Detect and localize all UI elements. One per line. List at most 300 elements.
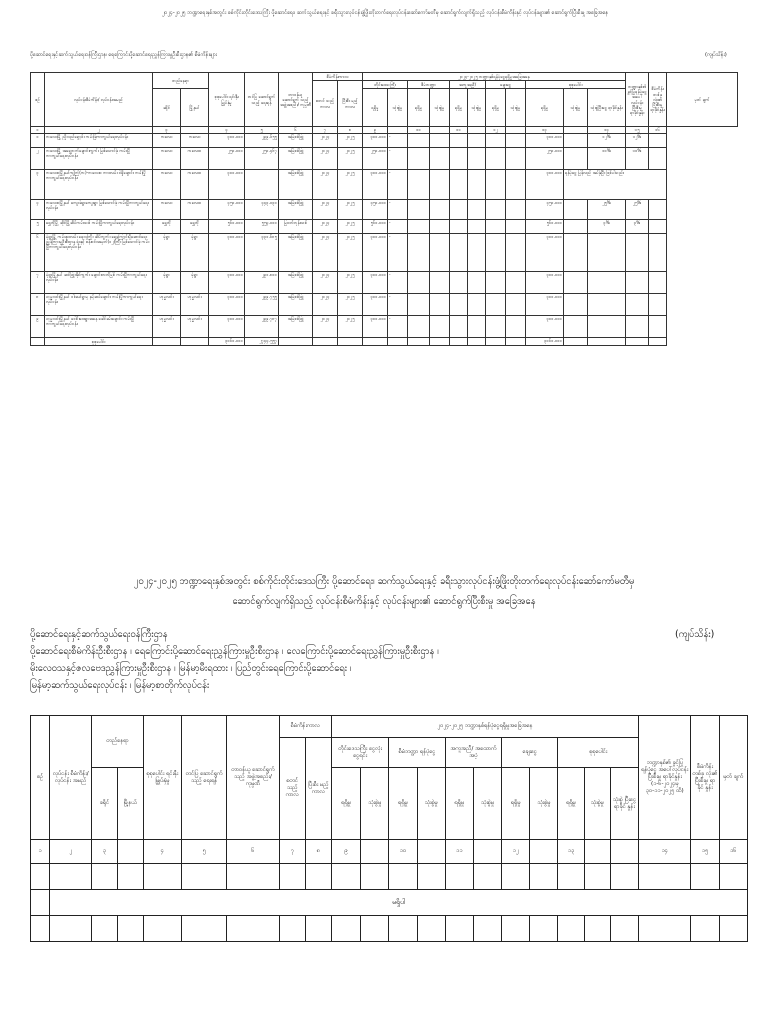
empty-cell <box>450 134 468 148</box>
colnum: ၈ <box>338 127 363 134</box>
hdr-fin: ဘဏ္ဍာနှစ်၏ ခွင့်ပြုရန်ပုံငွေ အပေါ်လုပ်ငန်း ပြီးစီးမှု ရာခိုင်နှုန်း <box>626 73 649 127</box>
row-total-received: ၃၀၀.၀၀၀ <box>526 272 564 294</box>
row-region-received: ၃၀၀.၀၀၀ <box>363 134 388 148</box>
colnum: ၆ <box>227 840 279 864</box>
row-region-received: ၃၀၀.၀၀၀ <box>363 272 388 294</box>
row-sr: ၂ <box>31 148 45 170</box>
row-total-cost: ၃၀၀.၀၀၀ <box>209 234 245 272</box>
hdr-spent-pct: သုံးစွဲပြီးငွေ ရာခိုင်နှုန်း <box>588 89 626 127</box>
row-region-spent: - <box>388 220 408 234</box>
b-hdr-loan: ချေးငွေ <box>502 738 558 768</box>
row-sr: ၇ <box>31 272 45 294</box>
row-total-received: ၃၀၀.၀၀၀ <box>526 316 564 338</box>
empty-cell <box>506 294 526 316</box>
row-project-name: မုံရွာမြို့နယ် ဆင်ဖြူအိုင်ကွက်း ချောင်းဘတ်မြစ် ကမ်းပြိုကာကွယ်ရေးလုပ်ငန်း <box>45 272 153 294</box>
row-end: ၂၀၂၅ <box>338 148 363 170</box>
b-hdr-spent: သုံးစွဲမှု <box>417 768 445 840</box>
row-start: ၂၀၂၄ <box>313 234 338 272</box>
empty-cell <box>408 148 430 170</box>
hdr-sr: စဉ် <box>31 73 45 127</box>
b-hdr-prev: တင်ပြ ဆောင်ရွက် သည့် ရေးရန် <box>182 716 227 840</box>
empty-cell <box>468 316 486 338</box>
colnum <box>181 127 209 134</box>
row-project-name: ကလေးမြို့ ညှိုလည်ရှော့ဖ်း ကမ်းခြံကာကွယ်ရေးလုပ်ငန်း <box>45 134 153 148</box>
row-total-cost: ၃၀၀.၀၀၀ <box>209 272 245 294</box>
row-total-spent <box>564 134 588 148</box>
bottom-table <box>30 715 748 942</box>
hdr-spent: သုံးစွဲမှု <box>468 89 486 127</box>
empty-row <box>31 864 748 890</box>
empty-cell <box>486 294 506 316</box>
row-end: ၂၀၂၅ <box>338 294 363 316</box>
empty-cell <box>450 200 468 220</box>
hdr-implementer: တာဝန်ယူ ဆောင်ရွက် သည့် အဖွဲ့အစည်း/ ကုမ္ပဏီ <box>279 73 313 127</box>
colnum: ၃ <box>92 840 117 864</box>
colnum: ၅ <box>245 127 279 134</box>
dept-line-4: မြန်မာ့ဆက်သွယ်ရေးလုပ်ငန်း ၊ မြန်မာ့စာတိုက်လုပ်ငန်း <box>30 680 210 691</box>
empty-cell <box>408 170 430 200</box>
b-hdr-period: စီမံကိန်းကာလ <box>279 716 331 738</box>
row-plan-pct: ၁၂% <box>626 134 649 148</box>
row-town: မုံရွာ <box>181 234 209 272</box>
empty-cell <box>486 234 506 272</box>
b-hdr-district: ခရိုင် <box>92 768 117 840</box>
row-town: မုံရွာ <box>181 272 209 294</box>
row-fin-pct: ၃% <box>588 220 626 234</box>
hdr-received: ရရှိမှု <box>526 89 564 127</box>
b-hdr-spent: သုံးစွဲမှု <box>473 768 501 840</box>
empty-cell <box>408 316 430 338</box>
row-town: ကလေး <box>181 134 209 148</box>
b-hdr-spent: သုံးစွဲမှု <box>530 768 558 840</box>
row-implementer: အမြဲစစ်ဖြူ <box>279 134 313 148</box>
colnum: ၅ <box>182 840 227 864</box>
colnum: ၄ <box>143 840 181 864</box>
row-end: ၂၀၂၅ <box>338 234 363 272</box>
row-total-received: ၄၅၀.၀၀၀ <box>526 200 564 220</box>
hdr-total-cost: စုစုပေါင်း ရင်းနှီး မြှုပ်နှံမှု <box>209 73 245 127</box>
row-region-spent: - <box>388 234 408 272</box>
hdr-district: ခရိုင် <box>153 89 181 127</box>
row-town: ဟုမ္မလင်း <box>181 316 209 338</box>
empty-cell <box>430 200 450 220</box>
row-region-received: ၃၀၀.၀၀၀ <box>363 294 388 316</box>
colnum <box>564 127 588 134</box>
row-prev: ၂၉၉.၇၈၇ <box>245 316 279 338</box>
colnum: ၁၅ <box>626 127 649 134</box>
row-end: ၂၀၂၅ <box>338 134 363 148</box>
row-plan-pct: ၂၅% <box>626 200 649 220</box>
b-hdr-project: လုပ်ငန်း စီမံကိန်း/ လုပ်ငန်း အမည် <box>50 716 92 840</box>
row-project-name: ဟုမ္မလင်းမြို့နယ် ဒေါင်းဒေးရွာအနေ ခေါင်ခမ်းချောင်း ကမ်းပြို ကာကွယ်ရေးလုပ်ငန်း <box>45 316 153 338</box>
empty-cell <box>506 316 526 338</box>
row-implementer: အမြဲစစ်ဖြူ <box>279 234 313 272</box>
row-prev: ၃၃၁.၆၈၅ <box>245 234 279 272</box>
hdr-spent: သုံးစွဲမှု <box>564 89 588 127</box>
colnum: ၁ <box>31 127 45 134</box>
empty-cell <box>486 134 506 148</box>
total-row <box>31 338 738 346</box>
colnum <box>473 840 501 864</box>
row-region-received: ၃၀၀.၀၀၀ <box>363 316 388 338</box>
empty-cell <box>430 294 450 316</box>
colnum: ၁၃ <box>558 840 584 864</box>
empty-cell <box>486 170 506 200</box>
hdr-spent: သုံးစွဲမှု <box>430 89 450 127</box>
hdr-project: လုပ်ငန်းစီမံကိန်း/ လုပ်ငန်းအမည် <box>45 73 153 127</box>
row-district: ဟုမ္မလင်း <box>153 316 181 338</box>
hdr-period: စီမံကိန်းကာလ <box>313 73 363 81</box>
row-fin-pct <box>588 234 626 272</box>
row-total-received: ၃၀၀.၀၀၀ <box>526 234 564 272</box>
empty-cell <box>450 220 468 234</box>
row-total-cost: ၅၆၀.၀၀၀ <box>209 220 245 234</box>
row-fin-pct: ၁၂% <box>588 134 626 148</box>
row-total-cost: ၄၅၀.၀၀၀ <box>209 200 245 220</box>
row-total-spent <box>564 272 588 294</box>
empty-cell <box>649 148 667 170</box>
hdr-received: ရရှိမှု <box>450 89 468 127</box>
table-row <box>31 272 738 294</box>
colnum: ၂ <box>45 127 153 134</box>
row-town: ဟုမ္မလင်း <box>181 294 209 316</box>
top-title: ၂၀၂၄-၂၀၂၅ ဘဏ္ဍာရေးနှစ်အတွင်း စစ်ကိုင်းတိုင်းဒေသကြီး ပို့ဆောင်ရေး၊ ဆက်သွယ်ရေးနှင့် ခရီးသွားလုပ်ငန်းဖွံ့ဖြိုးတိုးတက်ရေးလုပ်ငန်းဆော်ကော်မတီမှ ဆောင်ရွက်လျက်ရှိသည့် လုပ်ငန်းစီမံကိန်းနှင့် လုပ်ငန်းများ၏ ဆောင်ရွက်ပြီးစီးမှု အခြေအနေ <box>161 10 609 16</box>
empty-row <box>31 916 748 942</box>
row-prev: ၄၄၃.၀၃၀ <box>245 200 279 220</box>
empty-cell <box>649 200 667 220</box>
row-implementer: အမြဲစစ်ဖြူ <box>279 170 313 200</box>
empty-cell <box>649 272 667 294</box>
row-total-cost: ၃၀၀.၀၀၀ <box>209 316 245 338</box>
colnum <box>468 127 486 134</box>
row-total-spent <box>564 234 588 272</box>
row-project-name: ကလေးမြို့ အရှေ့ဘက်ချောင်းကွက်း မြစ်သောင်ခုံ ကမ်းပြို ကာကွယ်ရေးလုပ်ငန်း <box>45 148 153 170</box>
total-prev: ၂၇၄၄.၅၅၇ <box>245 338 279 346</box>
row-total-spent <box>564 200 588 220</box>
b-hdr-town: မြို့နယ် <box>117 768 143 840</box>
empty-cell <box>468 170 486 200</box>
b-hdr-plan-done: စီမံကိန်း တစ်ခု လုံး၏ ပြီးစီးမှု ရာခိုင် နှုန်း <box>691 716 719 840</box>
empty-cell <box>506 200 526 220</box>
empty-cell <box>430 134 450 148</box>
colnum: ၁ <box>31 840 50 864</box>
row-region-spent: - <box>388 294 408 316</box>
hdr-region: တိုင်းဒေသကြီး <box>363 81 408 89</box>
row-end: ၂၀၂၅ <box>338 200 363 220</box>
empty-cell <box>486 316 506 338</box>
empty-cell <box>506 134 526 148</box>
row-town: ကလေးဝ <box>181 200 209 220</box>
row-district: ဟုမ္မလင်း <box>153 294 181 316</box>
row-start: ၂၀၂၄ <box>313 294 338 316</box>
row-sr: ၅ <box>31 220 45 234</box>
empty-cell <box>468 134 486 148</box>
row-prev: ၂၅၀.၄၆၇ <box>245 148 279 170</box>
colnum: ၄ <box>209 127 245 134</box>
table-row <box>31 234 738 272</box>
b-hdr-region: တိုင်းဒေသကြီး ငွေလုံးငွေရင်း <box>331 738 388 768</box>
hdr-loan: ချေးငွေ <box>486 81 526 89</box>
table-row <box>31 170 738 200</box>
empty-cell <box>506 220 526 234</box>
row-start: ၂၀၂၄ <box>313 170 338 200</box>
colnum: ၇ <box>313 127 338 134</box>
row-town: ကလေးဝ <box>181 148 209 170</box>
row-plan-pct <box>626 234 649 272</box>
colnum <box>388 127 408 134</box>
row-project-name: မုံရွာမြို့ ကမ်းနားလမ်း ရေလှကြိုး ဆိပ်ကွက်း ရေကြောင်းပို့ဆောင်ရေး ညွှန်ကြားမှုဦးစီးဌာန ရုံးနှင့် စန်းဝင်းအမှတ်(၁၂)ကြီး မြစ်သောင်ခုံ ကမ်းပြိုကာကွယ်ရေးလုပ်ငန်း <box>45 234 153 272</box>
top-unit: (ကျပ်သိန်း) <box>705 52 727 58</box>
row-end: ၂၀၂၅ <box>338 316 363 338</box>
empty-cell <box>468 148 486 170</box>
row-start: ၂၀၂၄ <box>313 200 338 220</box>
b-hdr-budget: ၂၀၂၄-၂၀၂၅ ဘဏ္ဍာနှစ်ရန်ပုံငွေရရှိမှုအခြေအနေ <box>331 716 638 738</box>
colnum: ၁၆ <box>649 127 667 134</box>
bottom-title-1: ၂၀၂၄-၂၀၂၅ ဘဏ္ဍာရေးနှစ်အတွင်း စစ်ကိုင်းတိုင်းဒေသကြီး ပို့ဆောင်ရေး၊ ဆက်သွယ်ရေးနှင့် ခရီးသွားလုပ်ငန်းဖွံ့ဖြိုးတိုးတက်ရေးလုပ်ငန်းဆော်ကော်မတီမှ <box>133 576 635 587</box>
empty-cell <box>649 316 667 338</box>
hdr-aid: အကူအညီ/ <box>450 81 486 89</box>
row-start: ၂၀၂၄ <box>313 272 338 294</box>
empty-cell <box>468 272 486 294</box>
row-plan-pct: ၃% <box>626 220 649 234</box>
row-district: ကလေး <box>153 170 181 200</box>
row-plan-pct <box>626 272 649 294</box>
empty-cell <box>430 316 450 338</box>
table-row <box>31 316 738 338</box>
row-region-spent: - <box>388 316 408 338</box>
hdr-end: ပြီးစီး မည့် ကာလ <box>338 81 363 127</box>
row-implementer: အမြဲစစ်ဖြူ <box>279 294 313 316</box>
b-hdr-sr: စဉ် <box>31 716 50 840</box>
row-fin-pct <box>588 294 626 316</box>
empty-cell <box>486 220 506 234</box>
hdr-plan-done: စီမံကိန်း တစ်ခု လုံး၏ ပြီးစီးမှု ရာခိုင်နှုန်း <box>649 73 667 127</box>
b-hdr-plan: စီမံဘဏ္ဍာ ရန်ပုံငွေ <box>389 738 445 768</box>
ministry-line: ပို့ဆောင်ရေးနှင့်ဆက်သွယ်ရေးဝန်ကြီးဌာန <box>30 629 168 640</box>
row-total-received: ၃၀၀.၀၀၀ <box>526 170 564 200</box>
colnum <box>506 127 526 134</box>
colnum: ၁၅ <box>691 840 719 864</box>
row-prev <box>245 170 279 200</box>
empty-cell <box>506 234 526 272</box>
hdr-received: ရရှိမှု <box>408 89 430 127</box>
row-sr: ၉ <box>31 316 45 338</box>
row-end: ၂၀၂၅ <box>338 170 363 200</box>
hdr-plan: စီမံဘဏ္ဍာ <box>408 81 450 89</box>
empty-cell <box>506 148 526 170</box>
b-hdr-spent: သုံးစွဲမှု <box>584 768 610 840</box>
b-hdr-start: စတင် သည့် ကာလ <box>279 738 305 840</box>
empty-cell <box>486 200 506 220</box>
table-row <box>31 148 738 170</box>
top-report <box>0 10 768 470</box>
colnum: ၇ <box>279 840 305 864</box>
colnum: ၁၃ <box>526 127 564 134</box>
empty-cell <box>450 234 468 272</box>
empty-cell <box>506 170 526 200</box>
bottom-report <box>0 575 768 1015</box>
row-total-cost: ၃၀၀.၀၀၀ <box>209 170 245 200</box>
colnum <box>530 840 558 864</box>
colnum: ၁၁ <box>450 127 468 134</box>
row-region-spent: - <box>388 170 408 200</box>
b-hdr-received: ရရှိမှု <box>502 768 530 840</box>
row-region-received: ၅၆၀.၀၀၀ <box>363 220 388 234</box>
row-implementer: အမြဲစစ်ဖြူ <box>279 148 313 170</box>
col-number-row <box>31 127 738 134</box>
colnum <box>430 127 450 134</box>
empty-cell <box>430 170 450 200</box>
hdr-received: ရရှိမှု <box>486 89 506 127</box>
table-row <box>31 294 738 316</box>
hdr-location: တည်နေရာ <box>153 73 209 89</box>
row-note: ရန်ပုံငွေ ပြန်လည် အပ်နှံပြီး ဖြစ်ပါသည်။ <box>564 170 667 200</box>
colnum: ၃ <box>153 127 181 134</box>
row-total-spent <box>564 316 588 338</box>
row-total-spent <box>564 220 588 234</box>
empty-cell <box>649 134 667 148</box>
empty-cell <box>506 272 526 294</box>
table-row <box>31 220 738 234</box>
row-plan-pct <box>626 294 649 316</box>
row-implementer: အမြဲစစ်ဖြူ <box>279 200 313 220</box>
b-hdr-spent-pct: သုံးစွဲ ပြီးငွေ ရာခိုင် နှုန်း <box>610 768 638 840</box>
dept-line-2: ပို့ဆောင်ရေးစီမံကိန်းဦးစီးဌာန ၊ ရေကြောင်းပို့ဆောင်ရေးညွှန်ကြားမှုဦးစီးဌာန ၊ လေကြောင်းပို့ဆောင်ရေးညွှန်ကြားမှုဦးစီးဌာန ၊ <box>30 646 439 657</box>
hdr-start: စတင် သည့် ကာလ <box>313 81 338 127</box>
empty-cell <box>408 272 430 294</box>
b-hdr-total-cost: စုစုပေါင်း ရင်းနှီး မြှုပ်နှံမှု <box>143 716 181 840</box>
row-end: ၂၀၂၅ <box>338 272 363 294</box>
colnum: ၆ <box>279 127 313 134</box>
row-plan-pct <box>626 316 649 338</box>
colnum: ၁၆ <box>719 840 747 864</box>
row-fin-pct <box>588 316 626 338</box>
row-fin-pct: ၂၅% <box>588 200 626 220</box>
colnum: ၈ <box>305 840 331 864</box>
row-region-received: ၃၀၀.၀၀၀ <box>363 170 388 200</box>
empty-cell <box>450 148 468 170</box>
row-end: ၂၀၂၅ <box>338 220 363 234</box>
top-subtitle: ပို့ဆောင်ရေးနှင့်ဆက်သွယ်ရေးဝန်ကြီးဌာန၊ ရေကြောင်းပို့ဆောင်ရေးညွှန်ကြားမှုဦးစီးဌာန၏ စီမံကိန်းများ <box>30 52 217 58</box>
empty-cell <box>408 134 430 148</box>
colnum: ၁၀ <box>389 840 417 864</box>
row-sr: ၆ <box>31 234 45 272</box>
row-region-spent: - <box>388 200 408 220</box>
b-hdr-location: တည်နေရာ <box>92 716 143 768</box>
hdr-total: စုစုပေါင်း <box>526 81 626 89</box>
row-region-received: ၄၅၀.၀၀၀ <box>363 200 388 220</box>
b-hdr-received: ရရှိမှု <box>445 768 473 840</box>
empty-cell <box>450 316 468 338</box>
row-sr: ၄ <box>31 200 45 220</box>
empty-cell <box>450 170 468 200</box>
row-prev: ၂၉၉.၆၅၅ <box>245 134 279 148</box>
b-hdr-received: ရရှိမှု <box>331 768 360 840</box>
total-tot: ၃၀၆၀.၀၀၀ <box>526 338 564 346</box>
b-col-number-row <box>31 840 748 864</box>
row-district: ကလေး <box>153 200 181 220</box>
top-table <box>30 72 738 346</box>
row-region-spent: - <box>388 272 408 294</box>
colnum <box>610 840 638 864</box>
row-implementer: အမြဲစစ်ဖြူ <box>279 316 313 338</box>
row-project-name: ကလေးဝမြို့နယ်ကျဲကြံ(က)-ကလေးဝ ကားလမ်း ဝဲရှိချောင်း ကမ်းပြိုကာကွယ်ရေးလုပ်ငန်း <box>45 170 153 200</box>
row-total-spent <box>564 148 588 170</box>
hdr-prev: တင်ပြ ဆောင်ရွက် သည့် ရေးရန် <box>245 73 279 127</box>
row-total-cost: ၃၀၀.၀၀၀ <box>209 294 245 316</box>
b-hdr-impl: တာဝန်ယူ ဆောင်ရွက် သည့် အဖွဲ့အစည်း/ ကုမ္ပဏီ <box>227 716 279 840</box>
colnum <box>117 840 143 864</box>
row-implementer: မြဝတ်ဘုန်းသစ် <box>279 220 313 234</box>
nil-text: မရှိပါ <box>50 890 748 916</box>
colnum: ၂ <box>50 840 92 864</box>
b-hdr-end: ပြီးစီး မည့် ကာလ <box>305 738 331 840</box>
row-region-received: ၃၀၀.၀၀၀ <box>363 234 388 272</box>
empty-cell <box>486 272 506 294</box>
row-project-name: ကလေးဝမြို့နယ် ကျေးခဲရွာကျေးရွာ မြစ်သောင်ခုံ ကမ်းပြိုကာကွယ်ရေး လုပ်ငန်း <box>45 200 153 220</box>
row-district: ကလေး <box>153 148 181 170</box>
colnum <box>584 840 610 864</box>
row-total-received: ၃၀၀.၀၀၀ <box>526 134 564 148</box>
colnum <box>417 840 445 864</box>
colnum: ၉ <box>363 127 388 134</box>
row-region-received: ၂၅၀.၀၀၀ <box>363 148 388 170</box>
hdr-received: ရရှိမှု <box>363 89 388 127</box>
empty-cell <box>408 234 430 272</box>
row-total-received: ၅၆၀.၀၀၀ <box>526 220 564 234</box>
row-town: ကလေးဝ <box>181 170 209 200</box>
row-district: မုံရွာ <box>153 234 181 272</box>
empty-cell <box>468 234 486 272</box>
b-hdr-fin: ဘဏ္ဍာနှစ်၏ ခွင့်ပြုရန်ပုံငွေ အပေါ်လုပ်ငန်း ပြီးစီးမှု ရာခိုင်နှုန်း (၁-၆-၂၀၂၄မှ ၃၀-၁၁-၂၀၂၅ ထိ) <box>639 716 691 840</box>
bottom-unit: (ကျပ်သိန်း) <box>675 629 715 640</box>
empty-cell <box>468 200 486 220</box>
row-fin-pct <box>588 272 626 294</box>
row-district: ကလေး <box>153 134 181 148</box>
row-region-spent: - <box>388 148 408 170</box>
empty-cell <box>408 294 430 316</box>
colnum: ၁၂ <box>486 127 506 134</box>
row-sr: ၁ <box>31 134 45 148</box>
row-plan-pct: ၁၀% <box>626 148 649 170</box>
row-project-name: ဟုမ္မလင်းမြို့နယ် ဝါးခယ်ရွာမှ နမ့်ဆပ်ချောင်း ကမ်းပြိုကာကွယ်ရေး လုပ်ငန်း <box>45 294 153 316</box>
empty-cell <box>468 294 486 316</box>
empty-cell <box>486 148 506 170</box>
table-row <box>31 134 738 148</box>
row-total-cost: ၃၀၀.၀၀၀ <box>209 134 245 148</box>
row-total-cost: ၂၅၀.၀၀၀ <box>209 148 245 170</box>
row-district: ရွှေဘို <box>153 220 181 234</box>
empty-cell <box>430 220 450 234</box>
row-sr: ၃ <box>31 170 45 200</box>
row-fin-pct: ၁၀% <box>588 148 626 170</box>
row-start: ၂၀၂၄ <box>313 316 338 338</box>
empty-cell <box>408 220 430 234</box>
empty-cell <box>649 294 667 316</box>
row-prev: ၅၅၄.၀၀၀ <box>245 220 279 234</box>
b-hdr-received: ရရှိမှု <box>558 768 584 840</box>
hdr-spent: သုံးစွဲမှု <box>388 89 408 127</box>
bottom-title-2: ဆောင်ရွက်လျက်ရှိသည့် လုပ်ငန်းစီမံကိန်းနှင့် လုပ်ငန်းများ၏ ဆောင်ရွက်ပြီးစီးမှု အခြေအနေ <box>232 596 536 607</box>
hdr-spent: သုံးစွဲမှု <box>506 89 526 127</box>
row-town: ရွှေဘို <box>181 220 209 234</box>
empty-cell <box>649 220 667 234</box>
b-hdr-aid: အကူအညီ/ အထောက်အပံ့ <box>445 738 501 768</box>
empty-cell <box>430 234 450 272</box>
empty-cell <box>430 272 450 294</box>
empty-cell <box>450 294 468 316</box>
empty-cell <box>430 148 450 170</box>
